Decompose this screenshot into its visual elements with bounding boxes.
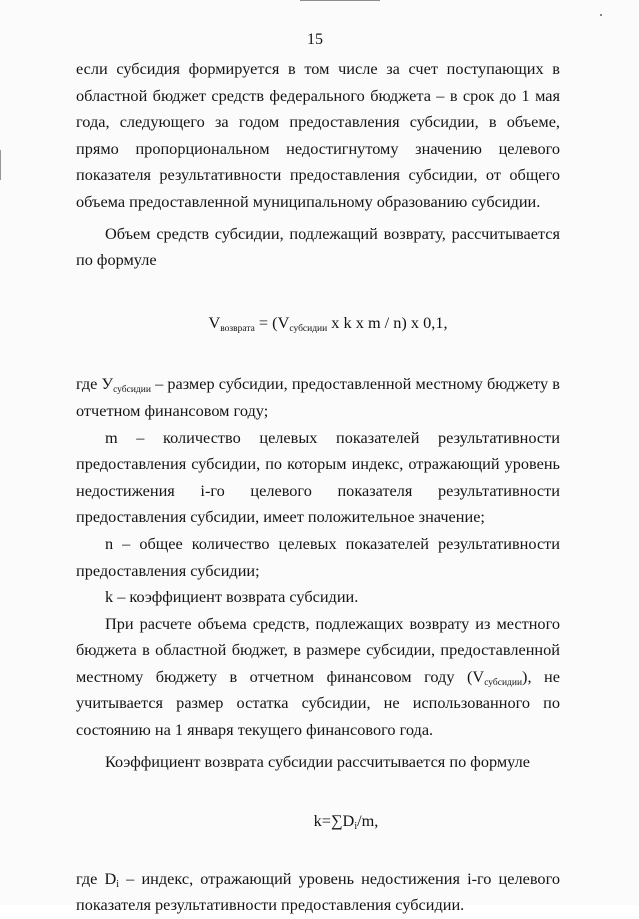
paragraph-8: Коэффициент возврата субсидии рассчитывается по формуле bbox=[105, 751, 530, 771]
formula-coefficient bbox=[76, 808, 560, 835]
paragraph-5: n – общее количество целевых показателей результативности предоставления субсидии; bbox=[76, 533, 560, 580]
p9-rest: – индекс, отражающий уровень недостижения i-го целевого показателя результативности предоставления субсидии. bbox=[76, 868, 560, 915]
document-body bbox=[76, 56, 560, 919]
scan-mark-left bbox=[0, 150, 1, 180]
formula-return-volume bbox=[76, 310, 560, 337]
formula2-start: k=∑D bbox=[313, 811, 355, 831]
paragraph-1: если субсидия формируется в том числе за счет поступающих в областной бюджет средств федерального бюджета – в срок до 1 мая года, следующего за годом предоставления субсидии, в объеме, прямо пропорциональном недостигнутому значению целевого показателя результативности предоставления субсидии, от общего объема предоставленной муниципальному образованию субсидии. bbox=[76, 59, 560, 211]
page-number: 15 bbox=[307, 31, 323, 48]
p9-start: где D bbox=[76, 868, 117, 888]
p7-sub: субсидии bbox=[484, 677, 523, 688]
p7-start: При расчете объема средств, подлежащих возврату из местного бюджета в областной бюджет, в размере субсидии, предоставленной местному бюджету в отчетном финансовом году (V bbox=[76, 613, 560, 686]
scan-mark-top bbox=[300, 0, 380, 1]
paragraph-7 bbox=[76, 611, 560, 744]
p9-sub: i bbox=[116, 878, 120, 890]
formula-eq: = (V bbox=[254, 312, 290, 332]
paragraph-9 bbox=[76, 866, 560, 919]
p3-sub: субсидии bbox=[113, 385, 151, 396]
p7-rest: ), не учитывается размер остатка субсидии, не использованного по состоянию на 1 января текущего финансового года. bbox=[76, 666, 560, 740]
paragraph-3 bbox=[76, 371, 560, 424]
formula-sub-subsidy: субсидии bbox=[289, 323, 328, 334]
paragraph-2: Объем средств субсидии, подлежащий возврату, рассчитывается по формуле bbox=[76, 223, 560, 270]
scan-mark-right bbox=[600, 14, 602, 16]
formula-sub-return: возврата bbox=[220, 323, 255, 334]
paragraph-6: k – коэффициент возврата субсидии. bbox=[105, 587, 359, 607]
p3-start: где У bbox=[76, 374, 114, 394]
formula-v: V bbox=[208, 312, 221, 332]
formula2-sub: i bbox=[354, 821, 358, 833]
formula-rest: x k x m / n) x 0,1, bbox=[327, 312, 448, 332]
p3-rest: – размер субсидии, предоставленной местному бюджету в отчетном финансовом году; bbox=[76, 374, 560, 420]
formula2-rest: /m, bbox=[357, 811, 379, 831]
paragraph-4: m – количество целевых показателей результативности предоставления субсидии, по которым индекс, отражающий уровень недостижения i-го целевого показателя результативности предоставления субсидии, имеет положительное значение; bbox=[76, 427, 560, 527]
